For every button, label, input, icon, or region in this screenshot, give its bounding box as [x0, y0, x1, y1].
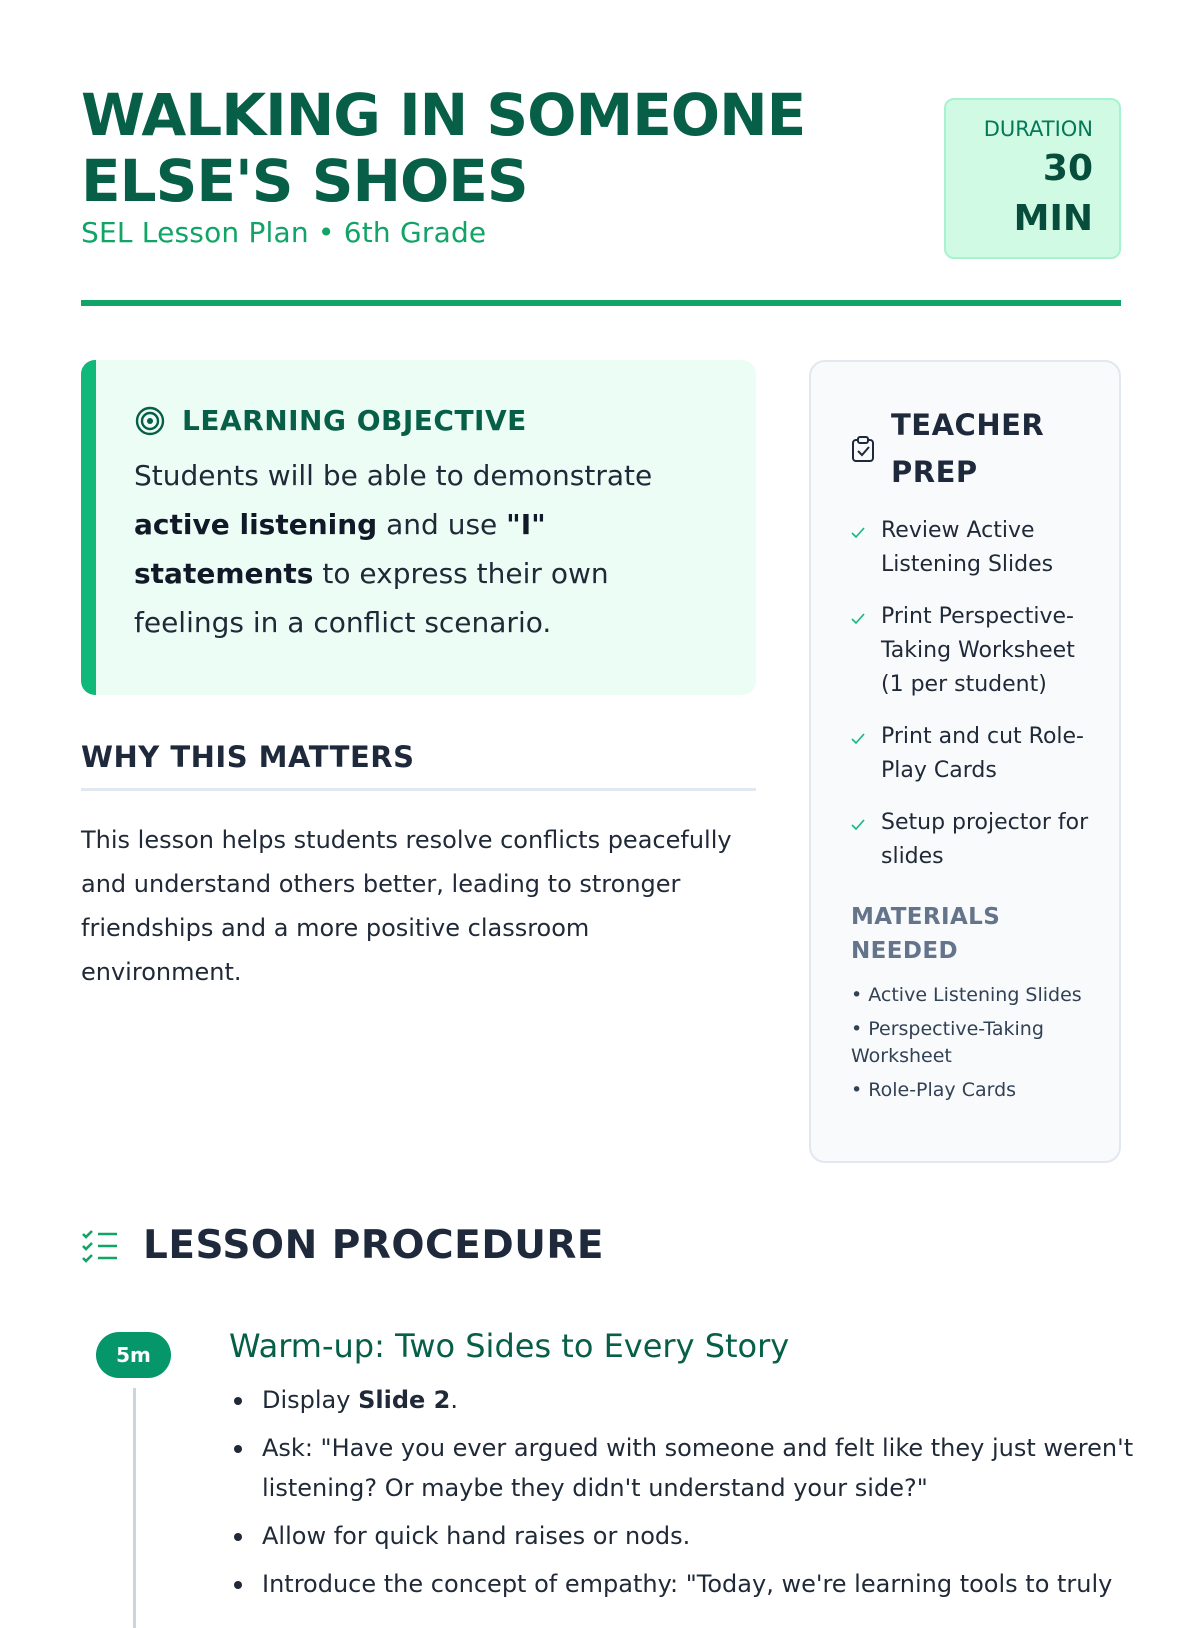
- materials-list: [851, 982, 1089, 1104]
- step-bullets: [229, 1380, 1162, 1612]
- header: [81, 82, 1121, 307]
- check-icon: [851, 612, 865, 626]
- page-subtitle: SEL Lesson Plan • 6th Grade: [81, 216, 487, 249]
- material-item: • Perspective-Taking Worksheet: [851, 1018, 1044, 1067]
- lesson-plan-page: [81, 0, 1134, 1600]
- objective-text: Students will be able to demonstrate active listening and use "I" statements to express their own feelings in a conflict scenario.: [134, 459, 653, 639]
- step-title: Warm-up: Two Sides to Every Story: [229, 1327, 790, 1365]
- procedure-header: [81, 1223, 604, 1268]
- material-item: • Active Listening Slides: [851, 984, 1082, 1006]
- check-icon: [851, 818, 865, 832]
- step-bullet: Introduce the concept of empathy: "Today, we're learning tools to truly: [262, 1564, 1162, 1604]
- objective-heading: LEARNING OBJECTIVE: [182, 404, 527, 437]
- why-divider: [81, 788, 756, 791]
- materials-heading: MATERIALS NEEDED: [851, 904, 1001, 964]
- duration-value: 30 MIN: [1013, 148, 1093, 239]
- teacher-prep-card: [809, 360, 1121, 1163]
- duration-label: DURATION: [983, 117, 1093, 141]
- prep-item: Print and cut Role-Play Cards: [851, 720, 1089, 788]
- timeline-line: [133, 1388, 136, 1628]
- prep-heading: TEACHER PREP: [891, 408, 1045, 489]
- page-title: WALKING IN SOMEONE ELSE'S SHOES: [81, 81, 806, 215]
- why-text: This lesson helps students resolve conflicts peacefully and understand others better, leading to stronger friendships and a more positive classroom environment.: [81, 826, 732, 986]
- check-icon: [851, 732, 865, 746]
- clipboard-check-icon: [851, 435, 875, 463]
- learning-objective-card: [81, 360, 756, 695]
- step-bullet: Display Slide 2.: [262, 1380, 1162, 1420]
- prep-item: Review Active Listening Slides: [851, 514, 1089, 582]
- why-heading: WHY THIS MATTERS: [81, 740, 415, 774]
- target-icon: [134, 405, 166, 437]
- duration-badge: [944, 98, 1121, 259]
- prep-item: Setup projector for slides: [851, 806, 1089, 874]
- prep-item: Print Perspective-Taking Worksheet (1 per student): [851, 600, 1089, 702]
- prep-list: [851, 514, 1089, 874]
- header-divider: [81, 300, 1121, 306]
- step-time-badge: 5m: [96, 1332, 171, 1378]
- list-checks-icon: [81, 1229, 119, 1263]
- step-bullet: Allow for quick hand raises or nods.: [262, 1516, 1162, 1556]
- check-icon: [851, 526, 865, 540]
- material-item: • Role-Play Cards: [851, 1079, 1017, 1101]
- step-bullet: Ask: "Have you ever argued with someone and felt like they just weren't listening? Or maybe they didn't understand your side?": [262, 1428, 1162, 1508]
- procedure-heading: LESSON PROCEDURE: [143, 1223, 605, 1268]
